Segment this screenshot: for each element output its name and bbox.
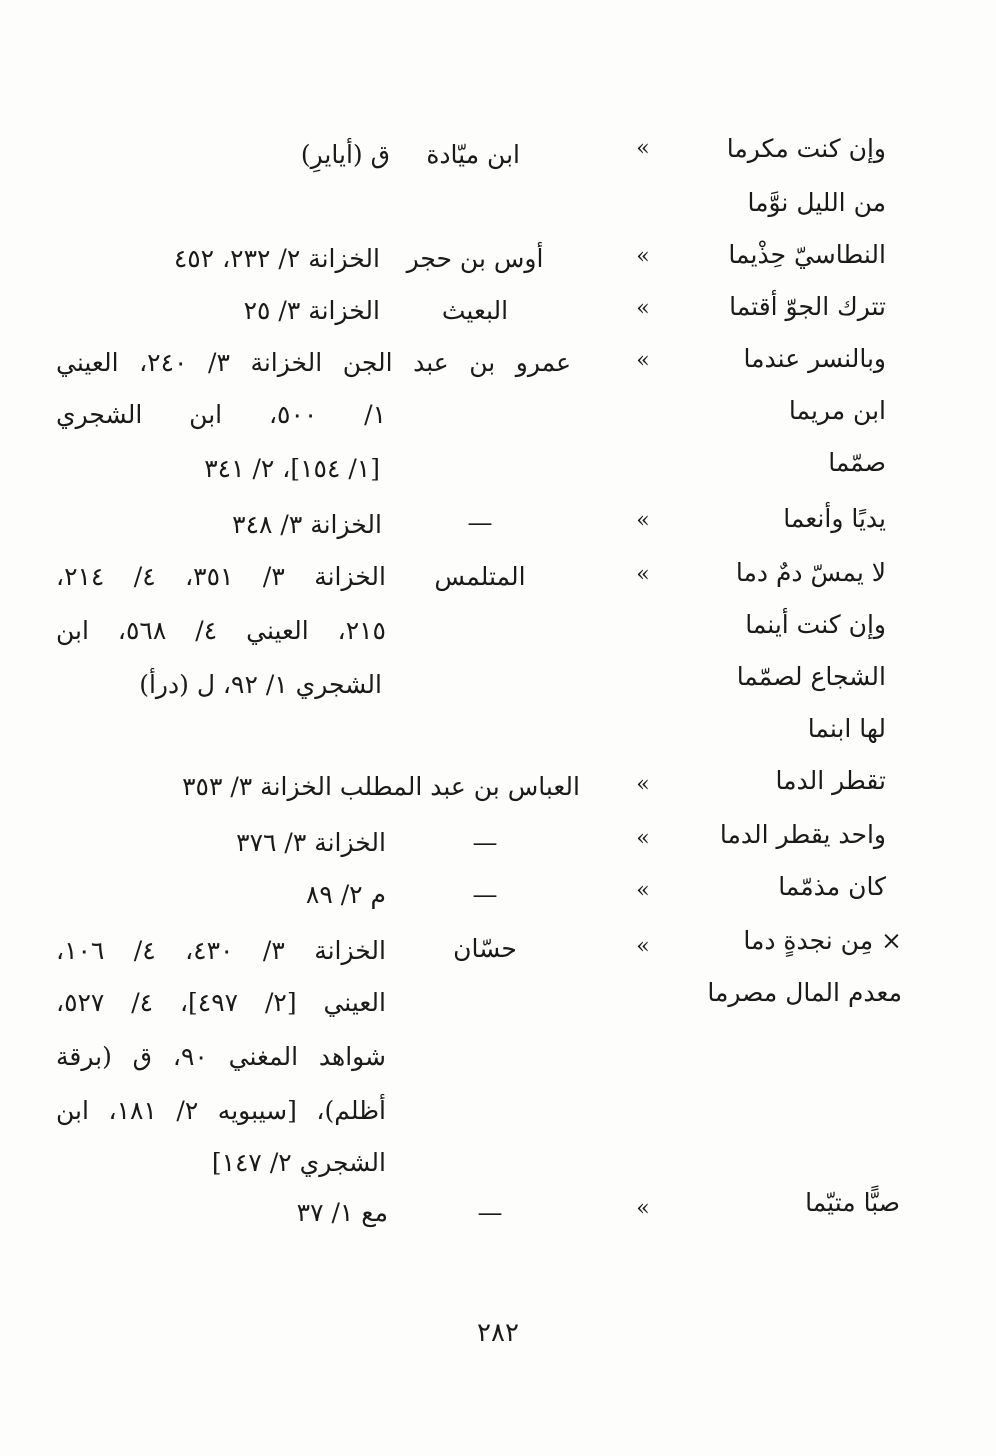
source-ref-cont: أظلم)، [سيبويه ٢/ ١٨١، ابن: [56, 1096, 386, 1125]
poet-name: —: [467, 508, 493, 537]
poet-name: المتلمس: [434, 562, 526, 591]
ditto-mark: »: [636, 934, 650, 959]
source-ref-cont: العيني [٢/ ٤٩٧]، ٤/ ٥٢٧،: [56, 988, 386, 1017]
poet-name: أوس بن حجر: [406, 244, 544, 273]
verse-text: صبًّا متيّما: [805, 1188, 900, 1217]
verse-text: كان مذمّما: [778, 872, 886, 901]
poet-name: —: [472, 828, 498, 857]
verse-text: وإن كنت مكرما: [726, 134, 886, 163]
source-ref: مع ١/ ٣٧: [296, 1198, 388, 1227]
verse-text: وبالنسر عندما: [743, 344, 886, 373]
source-ref-cont: الشجري ١/ ٩٢، ل (درأ): [139, 670, 382, 699]
poet-and-source: العباس بن عبد المطلب الخزانة ٣/ ٣٥٣: [182, 772, 580, 801]
source-ref: الخزانة ٣/ ٣٤٨: [232, 510, 382, 539]
ditto-mark: »: [636, 508, 650, 533]
source-ref-cont: شواهد المغني ٩٠، ق (برقة: [56, 1042, 387, 1071]
poet-name: حسّان: [453, 934, 517, 963]
ditto-mark: »: [636, 1196, 650, 1221]
source-ref: الخزانة ٣/ ٣٥١، ٤/ ٢١٤،: [56, 562, 386, 591]
ditto-mark: »: [636, 296, 650, 321]
verse-text: وإن كنت أينما: [745, 610, 886, 639]
verse-text: معدم المال مصرما: [707, 978, 902, 1007]
verse-text: × مِن نجدةٍ دما: [743, 926, 902, 955]
poet-name: —: [477, 1198, 503, 1227]
verse-text: من الليل نوَّما: [747, 188, 886, 217]
verse-text: تترك الجوّ أقتما: [729, 292, 886, 321]
poet-name: ابن ميّادة: [426, 140, 520, 169]
source-ref-cont: [١/ ١٥٤]، ٢/ ٣٤١: [204, 454, 380, 483]
source-ref: ق (أيايرِ): [300, 140, 390, 169]
source-ref: م ٢/ ٨٩: [305, 880, 386, 909]
verse-text: لا يمسّ دمٌ دما: [735, 558, 886, 587]
ditto-mark: »: [636, 878, 650, 903]
verse-text: النطاسيّ حِذْيما: [728, 240, 886, 269]
verse-text: الشجاع لصمّما: [736, 662, 886, 691]
ditto-mark: »: [636, 562, 650, 587]
poet-and-source: عمرو بن عبد الجن الخزانة ٣/ ٢٤٠، العيني: [56, 348, 571, 377]
ditto-mark: »: [636, 772, 650, 797]
verse-text: ابن مريما: [788, 396, 886, 425]
source-ref: الخزانة ٣/ ٣٧٦: [236, 828, 386, 857]
ditto-mark: »: [636, 348, 650, 373]
source-ref-cont: ١/ ٥٠٠، ابن الشجري: [56, 400, 386, 429]
source-ref: الخزانة ٣/ ٢٥: [243, 296, 380, 325]
ditto-mark: »: [636, 826, 650, 851]
poet-name: —: [472, 880, 498, 909]
ditto-mark: »: [636, 136, 650, 161]
source-ref-cont: ٢١٥، العيني ٤/ ٥٦٨، ابن: [56, 616, 386, 645]
source-ref-cont: الشجري ٢/ ١٤٧]: [211, 1148, 386, 1177]
verse-text: لها ابنما: [807, 714, 886, 743]
source-ref: الخزانة ٣/ ٤٣٠، ٤/ ١٠٦،: [56, 936, 386, 965]
poet-name: البعيث: [441, 296, 509, 325]
verse-text: يديًا وأنعما: [783, 504, 886, 533]
verse-text: صمّما: [828, 448, 886, 477]
verse-text: واحد يقطر الدما: [719, 820, 886, 849]
ditto-mark: »: [636, 244, 650, 269]
page-number: ٢٨٢: [477, 1318, 519, 1348]
source-ref: الخزانة ٢/ ٢٣٢، ٤٥٢: [173, 244, 380, 273]
verse-text: تقطر الدما: [775, 766, 886, 795]
